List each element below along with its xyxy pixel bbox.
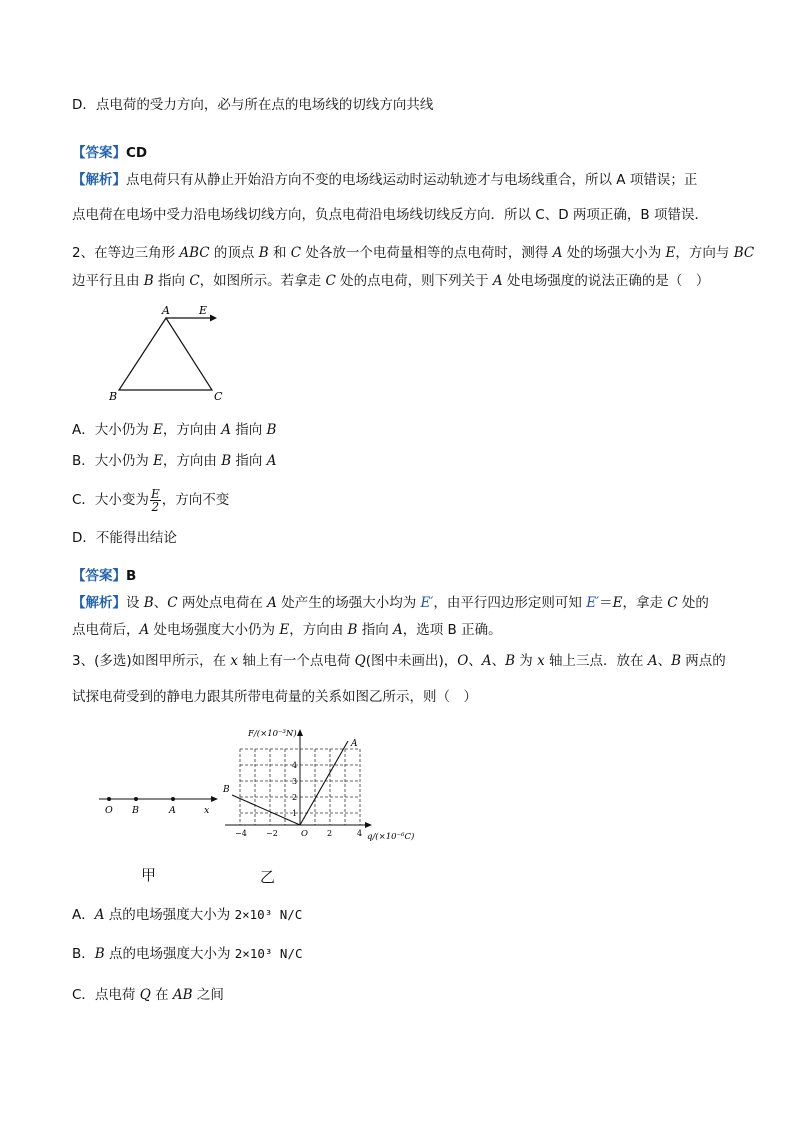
q3-text: 、	[491, 653, 506, 669]
q3-option-c	[72, 985, 224, 1005]
q3-text: 轴上有一个点电荷	[238, 653, 355, 669]
var-c: C	[290, 245, 302, 261]
q2-text: 2、在等边三角形	[72, 245, 180, 261]
var-e: E	[153, 453, 163, 469]
fraction-numerator: E	[150, 486, 160, 501]
var-b: B	[505, 653, 516, 669]
x-tick-neg2: −2	[266, 829, 278, 838]
q3-text: 、	[657, 653, 672, 669]
x-tick-origin: O	[301, 829, 308, 839]
q2-text: 和	[268, 245, 291, 261]
var-c: C	[667, 595, 678, 611]
analysis-text: 两处点电荷在	[177, 595, 268, 611]
var-a: A	[481, 653, 492, 669]
answer-tag: 【答案】	[72, 568, 126, 584]
var-c: C	[167, 595, 178, 611]
line-a	[300, 741, 348, 825]
var-a: A	[647, 653, 658, 669]
analysis-text: ，由平行四边形定则可知	[433, 595, 587, 611]
var-e: E	[153, 422, 163, 438]
var-a: A	[267, 595, 277, 611]
q2-analysis-line1	[72, 593, 709, 613]
q-axis-arrowhead	[365, 822, 372, 828]
var-a: A	[94, 907, 105, 923]
q2-text: 指向	[153, 273, 190, 289]
answer-value: CD	[126, 145, 148, 161]
label-o: O	[105, 805, 113, 816]
var-e: E	[612, 595, 623, 611]
q2-analysis-line2	[72, 620, 502, 640]
label-b: B	[132, 805, 139, 816]
var-e: E	[279, 622, 290, 638]
x-tick-4: 4	[357, 829, 363, 838]
q3-text: 轴上三点．放在	[544, 653, 648, 669]
label-a: A	[169, 805, 176, 816]
figure-jia-axis	[95, 785, 225, 825]
analysis-text: ，拿走	[622, 595, 668, 611]
q2-answer	[72, 566, 136, 586]
var-a: A	[221, 422, 231, 438]
option-text: 点的电场强度大小为	[104, 946, 235, 962]
var-o: O	[457, 653, 469, 669]
q2-text: 的顶点	[209, 245, 259, 261]
point-a	[171, 797, 175, 801]
answer-value: B	[126, 568, 137, 584]
option-text: 点的电场强度大小为	[104, 907, 235, 923]
analysis-text: 点电荷后，	[72, 622, 140, 638]
label-a: A	[351, 739, 358, 749]
var-b: B	[671, 653, 681, 669]
var-b: B	[258, 245, 269, 261]
var-abc: ABC	[179, 245, 210, 261]
label-x: x	[204, 805, 210, 816]
q3-stem-line2: 试探电荷受到的静电力跟其所带电荷量的关系如图乙所示，则（ ）	[72, 689, 477, 705]
f-axis-label: F/(×10⁻³N)	[248, 729, 297, 739]
triangle-abc	[119, 318, 212, 390]
var-b: B	[143, 595, 154, 611]
option-text: 之间	[192, 987, 224, 1003]
x-tick-2: 2	[327, 829, 333, 838]
var-x: x	[230, 653, 239, 669]
var-b: B	[221, 453, 232, 469]
var-c: C	[189, 273, 200, 289]
var-a: A	[492, 273, 503, 289]
var-b: B	[347, 622, 358, 638]
var-ab: AB	[172, 987, 193, 1003]
label-e: E	[199, 304, 208, 317]
option-text: ，方向由	[162, 422, 222, 438]
f-axis-arrowhead	[297, 729, 303, 736]
point-b	[134, 797, 138, 801]
option-text: C．大小变为	[72, 492, 149, 508]
q3-option-b	[72, 944, 303, 964]
q2-text: 处电场强度的说法正确的是（ ）	[502, 273, 710, 289]
analysis-text: 处的	[677, 595, 709, 611]
option-text: 在	[150, 987, 173, 1003]
q2-text: 处的点电荷，则下列关于	[335, 273, 493, 289]
q2-option-c	[72, 486, 229, 514]
var-q: Q	[139, 987, 151, 1003]
analysis-text: 处产生的场强大小均为	[276, 595, 421, 611]
q2-text: ，方向与	[675, 245, 734, 261]
option-text: B．	[72, 946, 95, 962]
var-q: Q	[354, 653, 366, 669]
var-a: A	[393, 622, 403, 638]
q2-option-a	[72, 420, 276, 440]
q3-option-a	[72, 905, 302, 925]
y-tick-2: 2	[292, 793, 298, 802]
var-a: A	[139, 622, 150, 638]
q3-text: (图中未画出)，	[365, 653, 458, 669]
triangle-figure	[100, 300, 240, 410]
var-b: B	[143, 273, 154, 289]
var-a: A	[266, 453, 277, 469]
analysis-text: ＝	[599, 595, 613, 611]
option-text: ，方向由	[162, 453, 222, 469]
option-text: ，方向不变	[161, 492, 230, 508]
analysis-tag: 【解析】	[72, 595, 126, 611]
option-text: B．大小仍为	[72, 453, 154, 469]
var-e: E	[665, 245, 676, 261]
analysis-text: 点电荷只有从静止开始沿方向不变的电场线运动时运动轨迹才与电场线重合，所以 A 项错误；正	[126, 172, 698, 188]
q1-option-d: D．点电荷的受力方向，必与所在点的电场线的切线方向共线	[72, 97, 434, 113]
y-tick-1: 1	[292, 809, 298, 818]
q2-text: 边平行且由	[72, 273, 144, 289]
answer-tag: 【答案】	[72, 145, 126, 161]
label-a: A	[162, 304, 170, 317]
option-text: C．点电荷	[72, 987, 140, 1003]
q2-option-b	[72, 451, 276, 471]
point-o	[107, 797, 111, 801]
q1-analysis-line1	[72, 170, 697, 190]
fraction-denominator: 2	[151, 499, 160, 514]
option-text: A．	[72, 907, 95, 923]
q3-text: 两点的	[681, 653, 726, 669]
figure-yi-graph	[215, 722, 425, 847]
q3-text: 为	[515, 653, 538, 669]
q2-option-d: D．不能得出结论	[72, 530, 177, 546]
var-e-prime: E′	[586, 595, 600, 611]
q3-text: 3、(多选)如图甲所示，在	[72, 653, 231, 669]
line-b	[232, 795, 300, 825]
fraction-e-over-2	[150, 488, 161, 513]
field-strength-value: 2×10³ N/C	[234, 907, 303, 922]
var-b: B	[94, 946, 105, 962]
label-c: C	[214, 390, 223, 403]
q1-answer	[72, 143, 147, 163]
option-text: 指向	[231, 453, 267, 469]
var-e-prime: E′	[420, 595, 434, 611]
var-b: B	[266, 422, 277, 438]
q2-text: ，如图所示。若拿走	[199, 273, 326, 289]
caption-yi: 乙	[260, 868, 276, 886]
analysis-tag: 【解析】	[72, 172, 126, 188]
var-c: C	[325, 273, 336, 289]
y-tick-3: 3	[292, 777, 298, 786]
q2-stem-line1	[72, 243, 754, 263]
var-x: x	[537, 653, 545, 669]
y-tick-4: 4	[292, 761, 298, 770]
q3-text: 、	[468, 653, 482, 669]
q1-analysis-line2: 点电荷在电场中受力沿电场线切线方向，负点电荷沿电场线切线反方向．所以 C、D 两项正确，B 项错误．	[72, 207, 708, 223]
analysis-text: ，方向由	[289, 622, 348, 638]
x-tick-neg4: −4	[235, 829, 247, 838]
var-a: A	[552, 245, 563, 261]
field-strength-value: 2×10³ N/C	[234, 946, 303, 961]
analysis-text: 设	[126, 595, 144, 611]
label-b: B	[223, 785, 230, 795]
analysis-text: 、	[153, 595, 168, 611]
analysis-text: 处电场强度大小仍为	[149, 622, 280, 638]
option-text: 指向	[230, 422, 267, 438]
analysis-text: 指向	[357, 622, 394, 638]
q2-text: 处的场强大小为	[562, 245, 666, 261]
q2-text: 处各放一个电荷量相等的点电荷时，测得	[301, 245, 553, 261]
label-b: B	[109, 390, 118, 403]
caption-jia: 甲	[141, 866, 157, 884]
arrowhead	[210, 315, 217, 322]
analysis-text: ，选项 B 正确。	[402, 622, 502, 638]
q-axis-label: q/(×10⁻⁶C)	[367, 832, 415, 842]
var-bc: BC	[733, 245, 755, 261]
q2-stem-line2	[72, 271, 709, 291]
q3-stem-line1	[72, 651, 726, 671]
option-text: A．大小仍为	[72, 422, 154, 438]
